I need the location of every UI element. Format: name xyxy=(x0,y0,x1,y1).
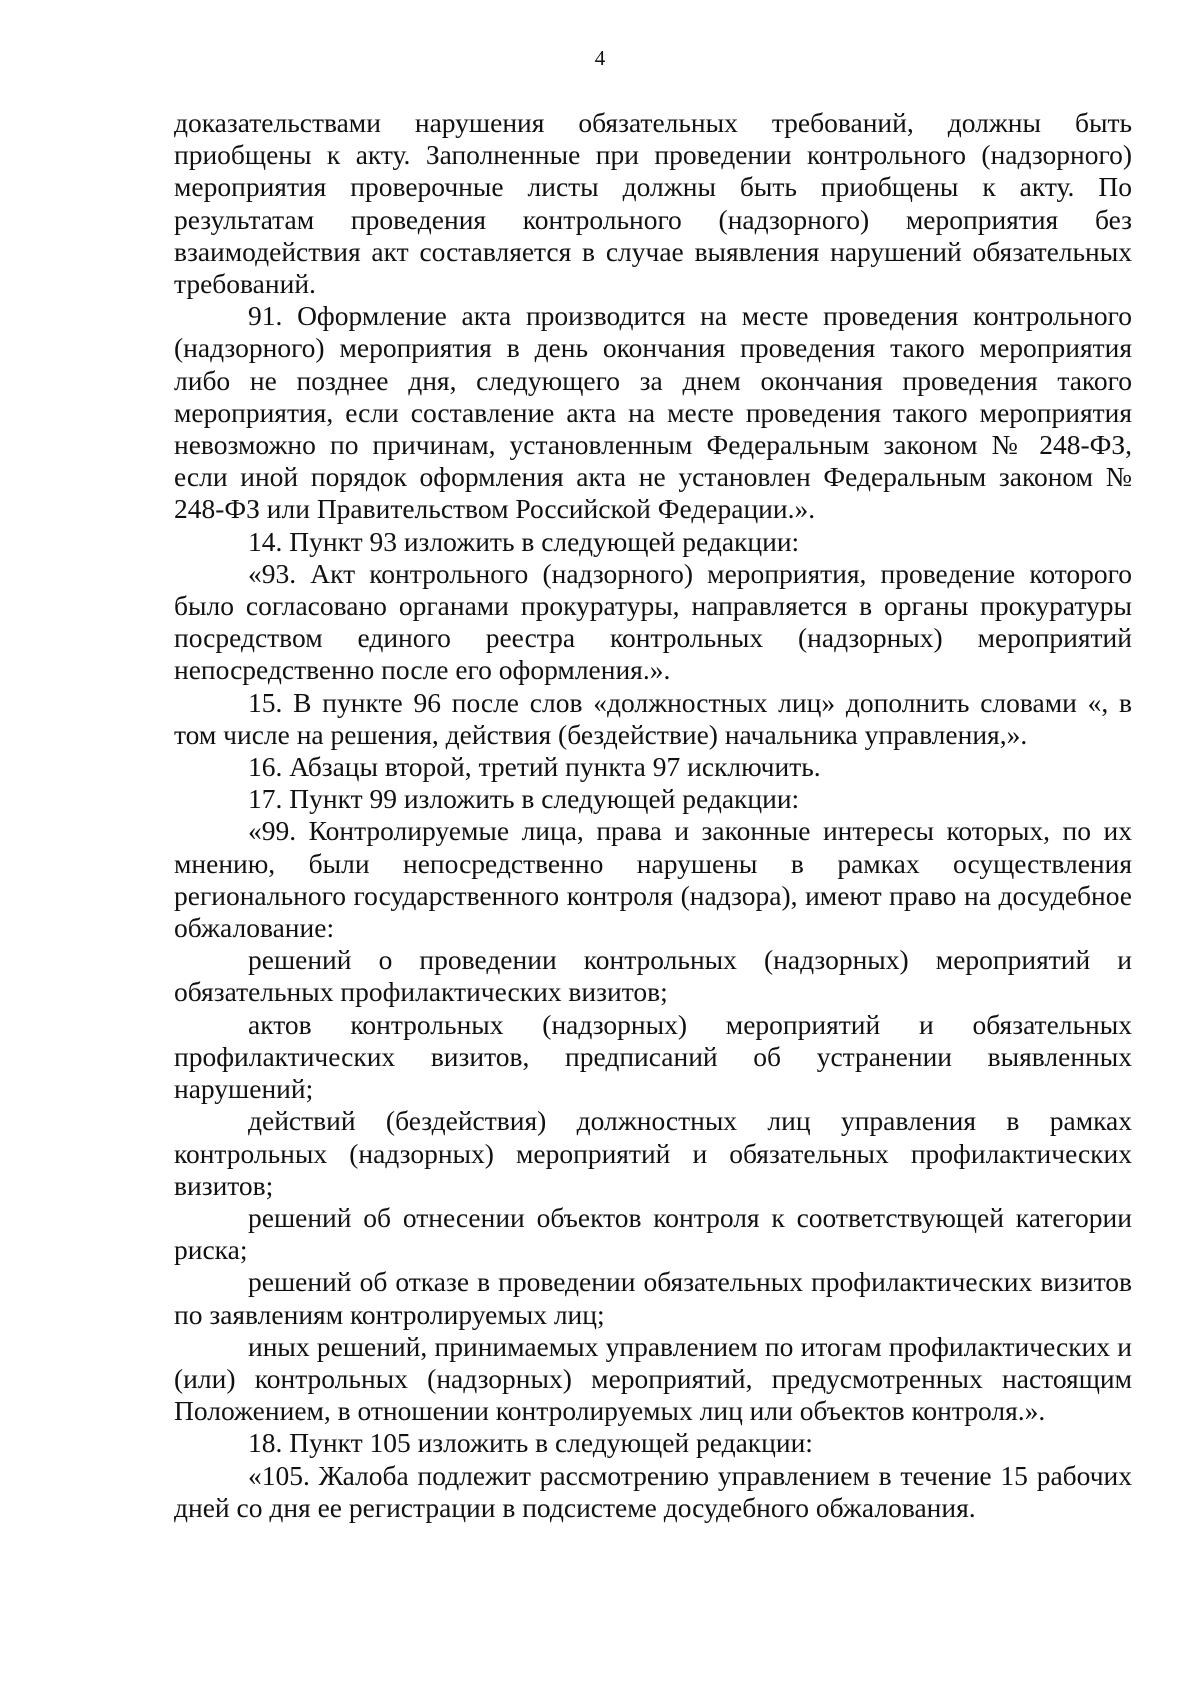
paragraph-item-105: «105. Жалоба подлежит рассмотрению управлением в течение 15 рабочих дней со дня ее регистрации в подсистеме досудебного обжалования. xyxy=(174,1459,1132,1523)
paragraph-amendment-18: 18. Пункт 105 изложить в следующей редакции: xyxy=(248,1427,813,1459)
list-item-risk-category: решений об отнесении объектов контроля к соответствующей категории риска; xyxy=(174,1201,1132,1266)
paragraph-amendment-15: 15. В пункте 96 после слов «должностных лиц» дополнить словами «, в том числе на решения, действия (бездействие) начальника управления,». xyxy=(174,686,1132,750)
list-item-refusal: решений об отказе в проведении обязательных профилактических визитов по заявлениям контролируемых лиц; xyxy=(174,1266,1132,1330)
paragraph-amendment-17: 17. Пункт 99 изложить в следующей редакции: xyxy=(248,783,800,815)
list-item-decisions: решений о проведении контрольных (надзорных) мероприятий и обязательных профилактических визитов; xyxy=(174,944,1132,1008)
paragraph-amendment-14: 14. Пункт 93 изложить в следующей редакции: xyxy=(248,525,800,557)
document-body xyxy=(174,107,1132,1524)
paragraph-amendment-16: 16. Абзацы второй, третий пункта 97 исключить. xyxy=(248,751,821,783)
page-number: 4 xyxy=(594,46,606,70)
paragraph-item-93: «93. Акт контрольного (надзорного) мероприятия, проведение которого было согласовано органами прокуратуры, направляется в органы прокуратуры посредством единого реестра контрольных (надзорных) мероприятий непосредственно после его оформления.». xyxy=(174,557,1132,686)
list-item-other-decisions: иных решений, принимаемых управлением по итогам профилактических и (или) контрольных (надзорных) мероприятий, предусмотренных настоящим Положением, в отношении контролируемых лиц или объектов контроля.». xyxy=(174,1330,1132,1427)
paragraph-item-91: 91. Оформление акта производится на месте проведения контрольного (надзорного) мероприятия в день окончания проведения такого мероприятия либо не позднее дня, следующего за днем окончания проведения такого мероприятия, если составление акта на месте проведения такого мероприятия невозможно по причинам, установленным Федеральным законом № 248-ФЗ, если иной порядок оформления акта не установлен Федеральным законом № 248-ФЗ или Правительством Российской Федерации.». xyxy=(174,300,1132,525)
list-item-acts: актов контрольных (надзорных) мероприятий и обязательных профилактических визитов, предписаний об устранении выявленных нарушений; xyxy=(174,1008,1132,1105)
paragraph-continuation: доказательствами нарушения обязательных требований, должны быть приобщены к акту. Заполненные при проведении контрольного (надзорного) мероприятия проверочные листы должны быть приобщены к акту. По результатам проведения контрольного (надзорного) мероприятия без взаимодействия акт составляется в случае выявления нарушений обязательных требований. xyxy=(174,107,1132,300)
list-item-actions: действий (бездействия) должностных лиц управления в рамках контрольных (надзорных) мероприятий и обязательных профилактических визитов; xyxy=(174,1105,1132,1201)
paragraph-item-99: «99. Контролируемые лица, права и законные интересы которых, по их мнению, были непосредственно нарушены в рамках осуществления регионального государственного контроля (надзора), имеют право на досудебное обжалование: xyxy=(174,815,1132,944)
